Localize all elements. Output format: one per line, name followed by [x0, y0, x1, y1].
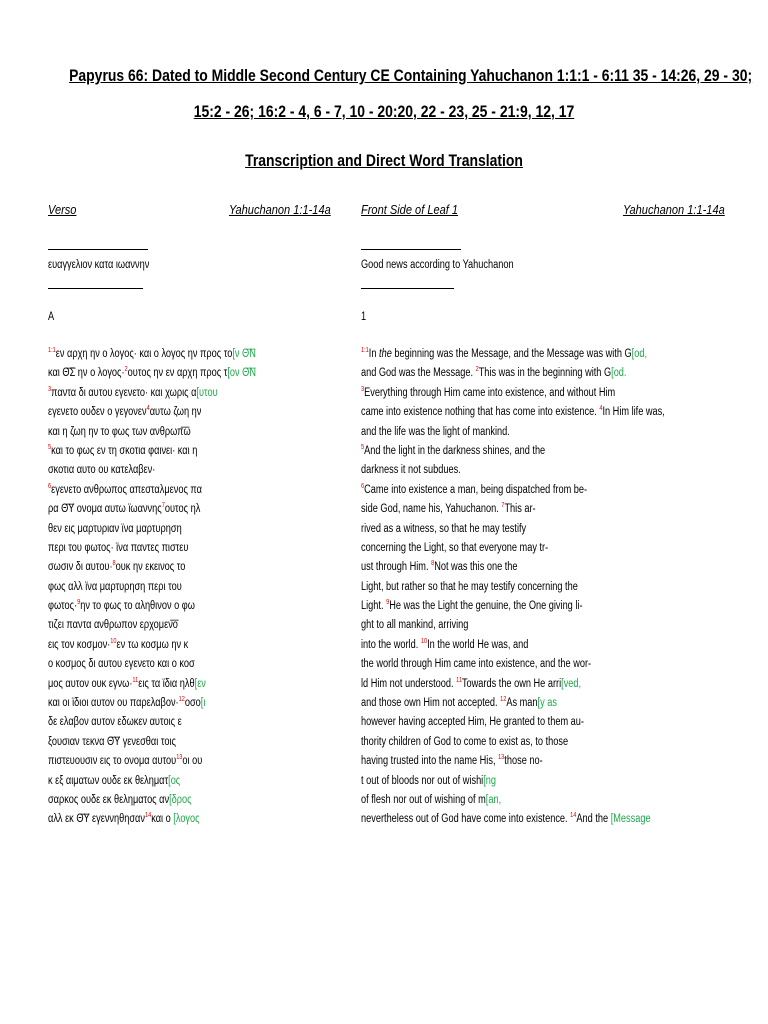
text-segment: and God was the Message.	[361, 367, 476, 380]
italic-text: the	[379, 348, 392, 360]
text-segment: εγενετο ουδεν ο γεγονεν	[48, 406, 147, 419]
verse-number: 6	[361, 482, 365, 490]
restored-text: [λογος	[173, 813, 200, 826]
text-segment: Towards the own He arri	[461, 677, 562, 690]
text-segment: Not was this one the	[434, 561, 518, 574]
right-column-header: Front Side of Leaf 1	[361, 202, 459, 217]
greek-line	[48, 636, 288, 655]
greek-line	[48, 403, 288, 422]
text-segment: ξουσιαν τεκνα Θ͞Υ γενεσθαι τοις	[48, 735, 176, 748]
english-line	[361, 655, 665, 674]
greek-line	[48, 752, 288, 771]
english-heading-rule-bottom	[361, 288, 454, 289]
verse-number: 10	[420, 638, 428, 646]
greek-line	[48, 461, 288, 480]
text-segment: Came into existence a man, being dispatched from be-	[364, 483, 588, 496]
greek-heading-rule-top	[48, 249, 148, 250]
text-segment: This was in the beginning with G	[478, 367, 612, 380]
text-segment: αλλ εκ Θ͞Υ εγεννηθησαν	[48, 813, 145, 826]
text-segment: And the light in the darkness shines, and the	[364, 444, 546, 457]
text-segment: οσο	[184, 697, 201, 710]
english-line	[361, 481, 665, 500]
text-segment: and those own Him not accepted.	[361, 697, 501, 710]
text-segment: ουτος ην εν αρχη προς τ	[127, 367, 228, 380]
greek-line	[48, 772, 288, 791]
verse-number: 8	[431, 560, 435, 568]
greek-transcription	[48, 345, 348, 830]
text-segment: περι του φωτος· ϊνα παντες πιστευ	[48, 541, 189, 554]
greek-line	[48, 384, 288, 403]
english-line	[361, 423, 665, 442]
verse-number: 12	[178, 696, 185, 704]
verse-number: 7	[501, 502, 505, 510]
text-segment: ουκ ην εκεινος το	[115, 561, 186, 574]
text-segment: concerning the Light, so that everyone may tr-	[361, 541, 549, 554]
text-segment: having trusted into the name His,	[361, 755, 499, 768]
text-segment: Light, but rather so that he may testify concerning the	[361, 580, 578, 593]
text-segment: παντα δι αυτου εγενετο· και χωρις α	[51, 386, 197, 399]
left-column-reference: Yahuchanon 1:1-14a	[229, 202, 331, 217]
greek-line	[48, 694, 288, 713]
restored-text: [od.	[611, 367, 627, 380]
text-segment: In the world He was, and	[427, 638, 529, 651]
verse-number: 11	[456, 676, 462, 684]
text-segment: αυτω ζωη ην	[149, 406, 202, 419]
text-segment: ld Him not understood.	[361, 677, 457, 690]
text-segment: φως αλλ ϊνα μαρτυρηση περι του	[48, 580, 182, 593]
text-segment: side God, name his, Yahuchanon.	[361, 503, 502, 516]
text-segment: He was the Light the genuine, the One giving li-	[389, 600, 583, 613]
greek-line	[48, 675, 288, 694]
english-line	[361, 772, 665, 791]
text-segment: ουτος ηλ	[164, 503, 201, 516]
greek-line	[48, 539, 288, 558]
text-segment: and the life was the light of mankind.	[361, 425, 510, 438]
text-segment: And the	[576, 813, 611, 826]
text-segment: και Θ͞Σ ην ο λογος·	[48, 367, 125, 380]
text-segment: ρα Θ͞Υ ονομα αυτω ϊωαννης	[48, 503, 162, 516]
greek-line	[48, 733, 288, 752]
verse-number: 14	[144, 812, 152, 820]
text-segment: εις τα ϊδια ηλθ	[138, 677, 195, 690]
verse-number: 11	[132, 676, 139, 684]
english-line	[361, 733, 665, 752]
english-translation	[361, 345, 741, 830]
text-segment: ght to all mankind, arriving	[361, 619, 469, 632]
english-line	[361, 810, 665, 829]
text-segment: εν αρχη ην ο λογος· και ο λογος ην προς το	[55, 348, 233, 360]
english-line	[361, 616, 665, 635]
text-segment: εν τω κοσμω ην κ	[116, 638, 189, 651]
verse-number: 5	[361, 444, 365, 452]
text-segment: ust through Him.	[361, 561, 432, 574]
verse-number: 4	[146, 405, 150, 413]
verse-number: 6	[48, 482, 52, 490]
restored-text: [Message	[610, 813, 651, 826]
greek-line	[48, 558, 288, 577]
verse-number: 1:1	[361, 347, 369, 355]
text-segment: σκοτια αυτο ου κατελαβεν·	[48, 464, 156, 477]
text-segment: τιζει παντα ανθρωπον ερχομεν͞ο	[48, 619, 178, 632]
greek-line	[48, 481, 288, 500]
verse-number: 14	[570, 812, 577, 820]
english-line	[361, 694, 665, 713]
english-line	[361, 539, 665, 558]
restored-text: [υτου	[196, 386, 218, 399]
verse-number: 13	[176, 754, 183, 762]
text-segment: thority children of God to come to exist as, to those	[361, 735, 569, 748]
text-segment: θεν εις μαρτυριαν ϊνα μαρτυρηση	[48, 522, 182, 535]
text-segment: This ar-	[504, 503, 536, 516]
greek-line	[48, 423, 288, 442]
verse-number: 1:1	[48, 347, 56, 355]
text-segment: εις τον κοσμον·	[48, 638, 111, 651]
greek-line	[48, 713, 288, 732]
greek-line	[48, 345, 288, 364]
verse-number: 3	[361, 385, 365, 393]
text-segment: rived as a witness, so that he may testify	[361, 522, 527, 535]
english-line	[361, 675, 665, 694]
greek-heading: ευαγγελιον κατα ιωαννην	[48, 259, 150, 271]
greek-line	[48, 791, 288, 810]
verse-number: 13	[498, 754, 505, 762]
english-heading-rule-top	[361, 249, 461, 250]
text-segment: ην το φως το αληθινον ο φω	[80, 600, 195, 613]
english-line	[361, 461, 665, 480]
english-line	[361, 403, 665, 422]
text-segment: φωτος·	[48, 600, 78, 613]
verse-number: 2	[124, 366, 128, 374]
restored-text: [ng	[483, 774, 497, 787]
text-segment: και ο	[151, 813, 174, 826]
text-segment: και το φως εν τη σκοτια φαινει· και η	[51, 444, 198, 457]
text-segment: beginning was the Message, and the Message was with G	[391, 348, 632, 360]
english-line	[361, 520, 665, 539]
left-column-header: Verso	[48, 202, 77, 217]
text-segment: As man	[506, 697, 538, 710]
english-line	[361, 442, 665, 461]
page-title-line-1: Papyrus 66: Dated to Middle Second Century CE Containing Yahuchanon 1:1:1 - 6:11 35 - 14:26, 29 - 30;	[69, 66, 753, 85]
text-segment: μος αυτον ουκ εγνω·	[48, 677, 133, 690]
text-segment: σαρκος ουδε εκ θεληματος αν	[48, 793, 170, 806]
text-segment: however having accepted Him, He granted to them au-	[361, 716, 584, 729]
text-segment: σωσιν δι αυτου·	[48, 561, 113, 574]
text-segment: Everything through Him came into existence, and without Him	[364, 386, 616, 399]
verse-number: 4	[599, 405, 603, 413]
english-line	[361, 597, 665, 616]
greek-page-number: Ā	[48, 311, 55, 323]
text-segment: δε ελαβον αυτον εδωκεν αυτοις ε	[48, 716, 182, 729]
text-segment: nevertheless out of God have come into existence.	[361, 813, 571, 826]
english-heading: Good news according to Yahuchanon	[361, 259, 514, 271]
text-segment: οι ου	[182, 755, 203, 768]
restored-text: [y as	[537, 697, 557, 710]
english-line	[361, 636, 665, 655]
text-segment: into the world.	[361, 638, 421, 651]
verse-number: 3	[48, 385, 52, 393]
restored-text: [εν	[194, 677, 206, 690]
english-line	[361, 345, 665, 364]
page-subtitle: Transcription and Direct Word Translation	[245, 151, 523, 170]
greek-line	[48, 578, 288, 597]
greek-line	[48, 655, 288, 674]
greek-line	[48, 616, 288, 635]
verse-number: 9	[386, 599, 390, 607]
text-segment: came into existence nothing that has come into existence.	[361, 406, 600, 419]
restored-text: [ι	[200, 697, 206, 710]
verse-number: 7	[161, 502, 165, 510]
page-title-line-2: 15:2 - 26; 16:2 - 4, 6 - 7, 10 - 20:20, 22 - 23, 25 - 21:9, 12, 17	[193, 102, 575, 121]
text-segment: those no-	[504, 755, 543, 768]
greek-heading-rule-bottom	[48, 288, 143, 289]
greek-line	[48, 597, 288, 616]
english-line	[361, 500, 665, 519]
restored-text: [an,	[485, 793, 502, 806]
text-segment: of flesh nor out of wishing of m	[361, 793, 486, 806]
english-line	[361, 791, 665, 810]
english-line	[361, 752, 665, 771]
verse-number: 9	[77, 599, 81, 607]
english-line	[361, 578, 665, 597]
text-segment: Light.	[361, 600, 387, 613]
text-segment: In	[368, 348, 380, 360]
restored-text: [ved,	[561, 677, 582, 690]
greek-line	[48, 442, 288, 461]
restored-text: [ον Θ͞Ν	[227, 367, 256, 380]
text-segment: darkness it not subdues.	[361, 464, 461, 477]
english-line	[361, 364, 665, 383]
english-page-number: 1	[361, 311, 367, 323]
restored-text: [ος	[168, 774, 181, 787]
text-segment: In Him life was,	[602, 406, 665, 419]
right-column-reference: Yahuchanon 1:1-14a	[623, 202, 725, 217]
restored-text: [δρος	[169, 793, 192, 806]
verse-number: 10	[110, 638, 117, 646]
text-segment: ο κοσμος δι αυτου εγενετο και ο κοσ	[48, 658, 195, 671]
verse-number: 2	[475, 366, 479, 374]
greek-line	[48, 810, 288, 829]
verse-number: 5	[48, 444, 52, 452]
greek-line	[48, 364, 288, 383]
english-line	[361, 558, 665, 577]
restored-text: [od,	[631, 348, 648, 360]
text-segment: t out of bloods nor out of wishi	[361, 774, 484, 787]
english-line	[361, 384, 665, 403]
text-segment: πιστευουσιν εις το ονομα αυτου	[48, 755, 177, 768]
text-segment: κ εξ αιματων ουδε εκ θεληματ	[48, 774, 169, 787]
text-segment: εγενετο ανθρωπος απεσταλμενος πα	[51, 483, 202, 496]
greek-line	[48, 520, 288, 539]
english-line	[361, 713, 665, 732]
verse-number: 8	[112, 560, 116, 568]
verse-number: 12	[500, 696, 507, 704]
text-segment: και οι ϊδιοι αυτον ου παρελαβον·	[48, 697, 179, 710]
text-segment: the world through Him came into existence, and the wor-	[361, 658, 592, 671]
greek-line	[48, 500, 288, 519]
text-segment: και η ζωη ην το φως των ανθρωπ͞ω	[48, 425, 191, 438]
restored-text: [ν Θ͞Ν	[232, 348, 256, 360]
